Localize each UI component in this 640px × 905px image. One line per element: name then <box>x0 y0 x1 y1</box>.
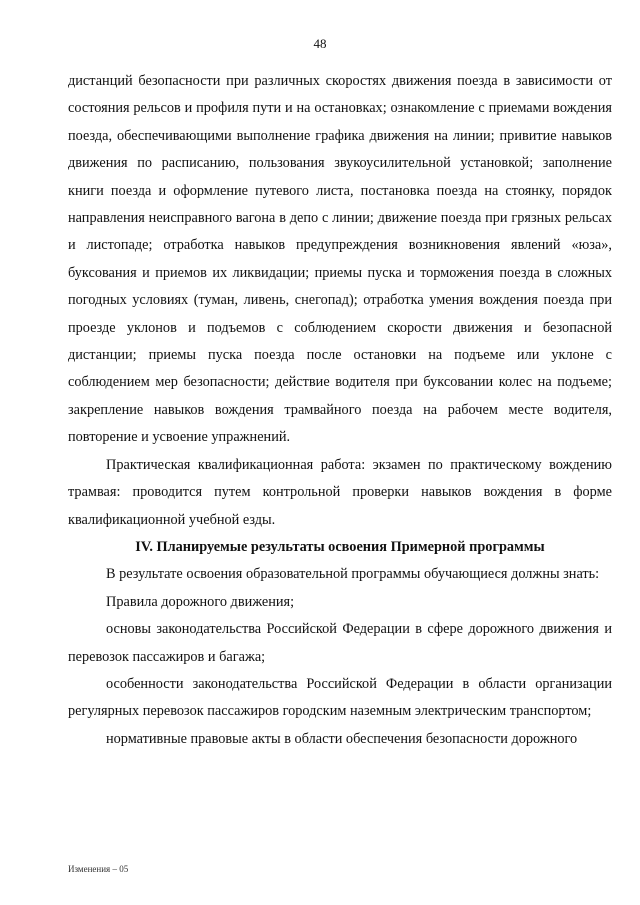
list-item-legislation-specifics: особенности законодательства Российской Федерации в области организации регулярных перевозок пассажиров городским наземным электрическим транспортом; <box>68 675 612 720</box>
document-body <box>68 68 612 753</box>
page-number: 48 <box>313 36 327 51</box>
footer-revision-note: Изменения – 05 <box>68 864 129 874</box>
list-item-traffic-rules: Правила дорожного движения; <box>106 593 295 610</box>
paragraph-training-details: дистанций безопасности при различных скоростях движения поезда в зависимости от состояния рельсов и профиля пути и на остановках; ознакомление с приемами вождения поезда, обеспечивающими выполнение графика движения на линии; привитие навыков движения по расписанию, пользования звукоусилительной установкой; заполнение книги поезда и оформление путевого листа, постановка поезда на стоянку, порядок направления неисправного вагона в депо с линии; движение поезда при грязных рельсах и листопаде; отработка навыков предупреждения возникновения явлений «юза», буксования и приемов их ликвидации; приемы пуска и торможения поезда в сложных погодных условиях (туман, ливень, снегопад); отработка умения вождения поезда при проезде уклонов и подъемов с соблюдением скорости движения и безопасной дистанции; приемы пуска поезда после остановки на подъеме или уклоне с соблюдением мер безопасности; действие водителя при буксовании колес на подъеме; закрепление навыков вождения трамвайного поезда на рабочем месте водителя, повторение и усвоение упражнений. <box>68 73 612 446</box>
list-item-safety-regulations: нормативные правовые акты в области обеспечения безопасности дорожного <box>106 730 578 747</box>
paragraph-learning-outcomes: В результате освоения образовательной программы обучающиеся должны знать: <box>106 566 600 583</box>
paragraph-qualification-exam: Практическая квалификационная работа: экзамен по практическому вождению трамвая: проводится путем контрольной проверки навыков вождения в форме квалификационной учебной езды. <box>68 456 612 528</box>
list-item-legislation-basics: основы законодательства Российской Федерации в сфере дорожного движения и перевозок пассажиров и багажа; <box>68 621 612 665</box>
section-heading: IV. Планируемые результаты освоения Примерной программы <box>135 538 545 555</box>
